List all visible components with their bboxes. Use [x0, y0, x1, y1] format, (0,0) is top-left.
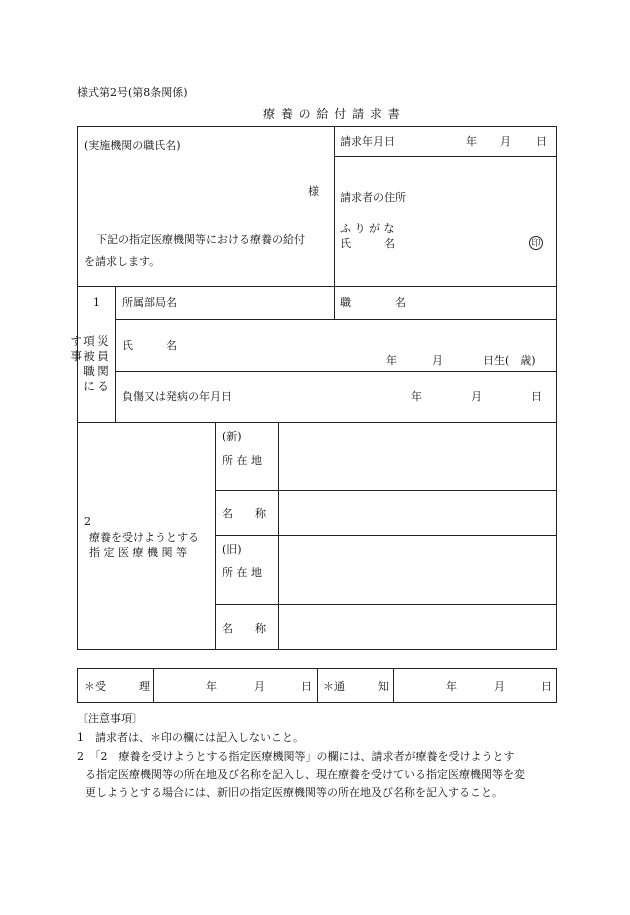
section2-label-line2: 指 定 医 療 機 関 等 [89, 546, 187, 559]
claimant-name-label: 氏 名 [340, 237, 395, 250]
new-name-label: 名 称 [222, 507, 266, 520]
vchar: に [83, 379, 95, 393]
section2-number: 2 [84, 515, 91, 528]
section2-label-line1: 療養を受けようとする [89, 531, 199, 544]
vchar: す [70, 334, 82, 348]
new-mark: (新) [222, 430, 242, 443]
vchar: 職 [83, 364, 95, 378]
main-table [77, 126, 557, 650]
old-location-label: 所 在 地 [222, 566, 262, 579]
receipt-divider-2 [317, 668, 318, 703]
section2-line-2 [215, 535, 557, 536]
vchar: 事 [70, 349, 82, 363]
institution-label: (実施機関の職氏名) [84, 139, 181, 152]
birth-year: 年 [386, 354, 397, 367]
request-date-label: 請求年月日 [340, 135, 395, 148]
form-number: 様式第2号(第8条関係) [77, 86, 188, 99]
section2-divider-1 [215, 422, 216, 650]
seal-icon: 印 [529, 236, 543, 250]
vchar: 被 [83, 349, 95, 363]
vchar: 員 [97, 349, 109, 363]
sama-label: 様 [308, 185, 319, 198]
birth-month: 月 [432, 354, 443, 367]
notice-day: 日 [541, 680, 552, 693]
injury-month: 月 [471, 390, 482, 403]
old-name-label: 名 称 [222, 622, 266, 635]
receipt-month: 月 [254, 680, 265, 693]
injury-year: 年 [411, 390, 422, 403]
position-label: 職 名 [340, 296, 406, 309]
injury-date-label: 負傷又は発病の年月日 [122, 390, 232, 403]
header-divider [334, 126, 335, 319]
note-item-2-line3: 更しようとする場合には、新旧の指定医療機関等の所在地及び名称を記入すること。 [85, 786, 503, 799]
furigana-label: ふ り が な [340, 222, 395, 235]
header-bottom-line [77, 286, 557, 287]
department-label: 所属部局名 [122, 296, 177, 309]
request-date-month: 月 [500, 135, 511, 148]
receipt-divider-1 [153, 668, 154, 703]
address-label: 請求者の住所 [340, 191, 406, 204]
old-mark: (旧) [222, 543, 242, 556]
receipt-label: ＊受 理 [84, 680, 150, 693]
notice-label: ＊通 知 [323, 680, 389, 693]
section1-vertical-label [70, 334, 110, 394]
notice-month: 月 [494, 680, 505, 693]
section2-line-3 [215, 604, 557, 605]
section1-left-divider [115, 286, 116, 422]
injury-day: 日 [531, 390, 542, 403]
new-location-label: 所 在 地 [222, 454, 262, 467]
section2-divider-2 [278, 422, 279, 650]
request-text-line1: 下記の指定医療機関等における療養の給付 [96, 233, 305, 246]
vchar: 関 [97, 364, 109, 378]
vchar: る [97, 379, 109, 393]
notice-year: 年 [446, 680, 457, 693]
employee-name-label: 氏 名 [122, 339, 177, 352]
receipt-day: 日 [301, 680, 312, 693]
header-line-1 [334, 156, 557, 157]
request-text-line2: を請求します。 [84, 255, 161, 268]
vchar: 災 [97, 334, 109, 348]
vchar: 項 [83, 334, 95, 348]
section1-bottom-line [77, 422, 557, 423]
section1-line-1 [115, 319, 557, 320]
birth-day: 日生( 歳) [483, 354, 536, 367]
section2-line-1 [215, 490, 557, 491]
receipt-divider-3 [393, 668, 394, 703]
section1-number: 1 [93, 296, 100, 309]
request-date-day: 日 [536, 135, 547, 148]
section1-line-2 [115, 371, 557, 372]
note-item-2-line1: 2 「2 療養を受けようとする指定医療機関等」の欄には、請求者が療養を受けようとす [77, 750, 515, 763]
note-item-2-line2: る指定医療機関等の所在地及び名称を記入し、現在療養を受けている指定医療機関等を変 [85, 768, 525, 781]
request-date-year: 年 [466, 135, 477, 148]
notes-heading: 〔注意事項〕 [77, 712, 143, 725]
page-title: 療 養 の 給 付 請 求 書 [263, 107, 401, 121]
note-item-1: 1 請求者は、＊印の欄には記入しないこと。 [77, 731, 304, 744]
receipt-year: 年 [206, 680, 217, 693]
